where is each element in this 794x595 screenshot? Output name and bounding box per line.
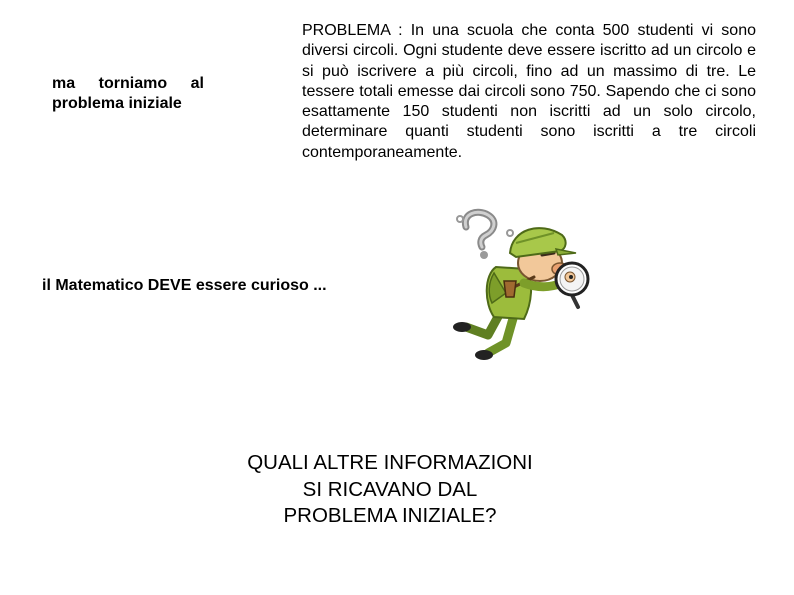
detective-with-magnifier-icon (444, 203, 599, 363)
detective-illustration (444, 203, 599, 363)
problem-label: PROBLEMA (302, 22, 391, 39)
question-line-2: SI RICAVANO DAL (302, 477, 478, 501)
curiosity-caption: il Matematico DEVE essere curioso ... (42, 277, 327, 294)
problem-statement (302, 21, 756, 163)
problem-body: : In una scuola che conta 500 studenti vi sono diversi circoli. Ogni studente deve essere iscritto ad un circolo e si può iscrivere a più circoli, fino ad un massimo di tre. Le tessere totali emesse dai circoli sono 750. Sapendo che ci sono esattamente 150 studenti non iscritti ad un solo circolo, determinare quanti studenti sono iscritti a tre circoli contemporaneamente. (302, 22, 756, 161)
intro-text: ma torniamo al problema iniziale (52, 75, 204, 112)
question-line-1: QUALI ALTRE INFORMAZIONI (247, 451, 533, 474)
guiding-question (210, 450, 570, 530)
question-line-3: PROBLEMA INIZIALE? (283, 504, 497, 527)
